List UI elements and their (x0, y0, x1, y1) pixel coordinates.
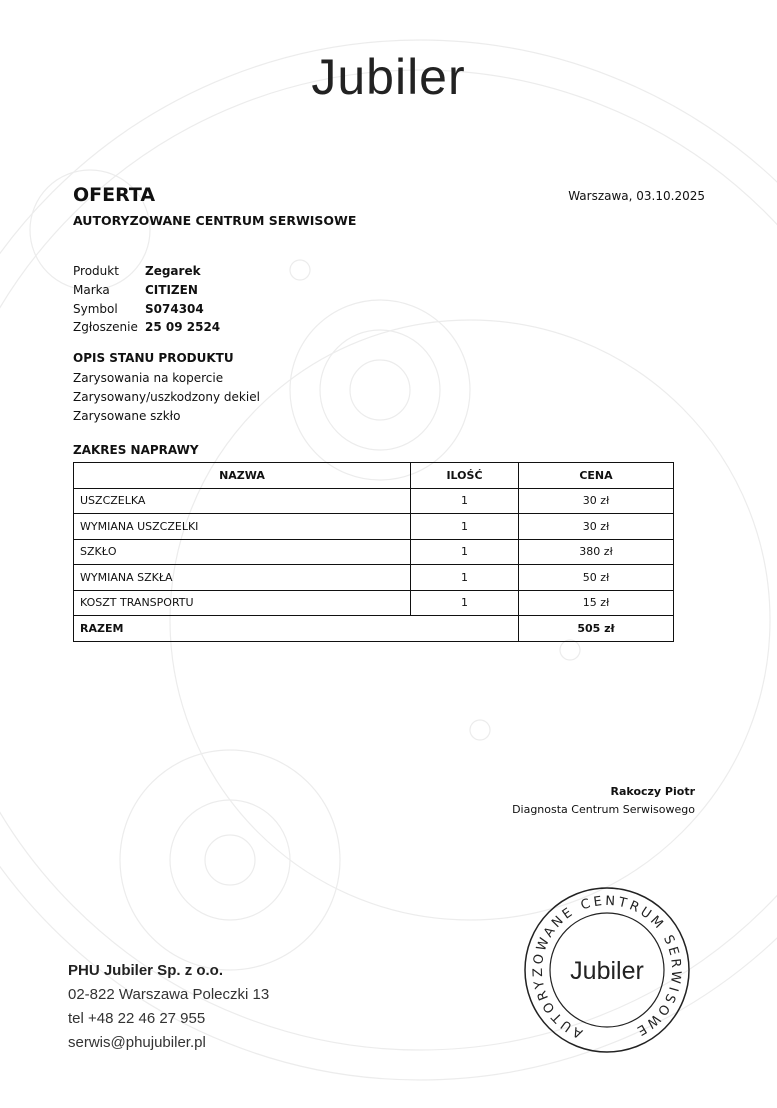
item-name: SZKŁO (74, 539, 411, 565)
document-subtitle: AUTORYZOWANE CENTRUM SERWISOWE (73, 213, 357, 228)
item-qty: 1 (411, 565, 519, 591)
info-zgloszenie (73, 320, 220, 334)
info-label: Produkt (73, 264, 119, 278)
table-row (74, 539, 674, 565)
item-qty: 1 (411, 488, 519, 514)
item-qty: 1 (411, 590, 519, 616)
footer-email[interactable]: serwis@phujubiler.pl (68, 1034, 206, 1051)
signatory-name: Rakoczy Piotr (610, 785, 695, 798)
info-label: Symbol (73, 302, 118, 316)
item-name: WYMIANA SZKŁA (74, 565, 411, 591)
info-value: Zegarek (145, 264, 201, 278)
total-label: RAZEM (74, 616, 519, 642)
authorized-service-stamp (522, 885, 692, 1055)
repair-heading: ZAKRES NAPRAWY (73, 443, 199, 457)
info-label: Zgłoszenie (73, 320, 138, 334)
info-value: 25 09 2524 (145, 320, 221, 334)
repair-table (73, 462, 674, 642)
document-date: Warszawa, 03.10.2025 (568, 189, 705, 203)
column-header: NAZWA (74, 463, 411, 489)
item-price: 30 zł (519, 514, 674, 540)
condition-item: Zarysowany/uszkodzony dekiel (73, 390, 260, 404)
item-qty: 1 (411, 539, 519, 565)
table-row (74, 565, 674, 591)
table-row (74, 488, 674, 514)
item-price: 50 zł (519, 565, 674, 591)
condition-item: Zarysowania na kopercie (73, 371, 224, 385)
footer-phone: tel +48 22 46 27 955 (68, 1010, 206, 1027)
stamp-ring-text: AUTORYZOWANE CENTRUM SERWISOWE (530, 893, 684, 1041)
document-title: OFERTA (73, 184, 156, 206)
item-price: 380 zł (519, 539, 674, 565)
info-symbol (73, 302, 204, 316)
item-price: 15 zł (519, 590, 674, 616)
signatory-role: Diagnosta Centrum Serwisowego (512, 803, 695, 816)
column-header: CENA (519, 463, 674, 489)
item-name: WYMIANA USZCZELKI (74, 514, 411, 540)
info-produkt (73, 264, 201, 278)
info-value: CITIZEN (145, 283, 198, 297)
footer-address: 02-822 Warszawa Poleczki 13 (68, 986, 270, 1003)
info-value: S074304 (145, 302, 204, 316)
table-row (74, 590, 674, 616)
info-marka (73, 283, 198, 297)
item-name: KOSZT TRANSPORTU (74, 590, 411, 616)
item-name: USZCZELKA (74, 488, 411, 514)
info-label: Marka (73, 283, 110, 297)
item-price: 30 zł (519, 488, 674, 514)
stamp-logo: Jubiler (570, 957, 644, 985)
condition-heading: OPIS STANU PRODUKTU (73, 351, 234, 365)
item-qty: 1 (411, 514, 519, 540)
condition-item: Zarysowane szkło (73, 409, 181, 423)
table-header-row (74, 463, 674, 489)
table-row (74, 514, 674, 540)
column-header: ILOŚĆ (411, 463, 519, 489)
footer-company: PHU Jubiler Sp. z o.o. (68, 962, 224, 979)
total-value: 505 zł (519, 616, 674, 642)
jubiler-logo: Jubiler (311, 49, 466, 105)
total-row (74, 616, 674, 642)
